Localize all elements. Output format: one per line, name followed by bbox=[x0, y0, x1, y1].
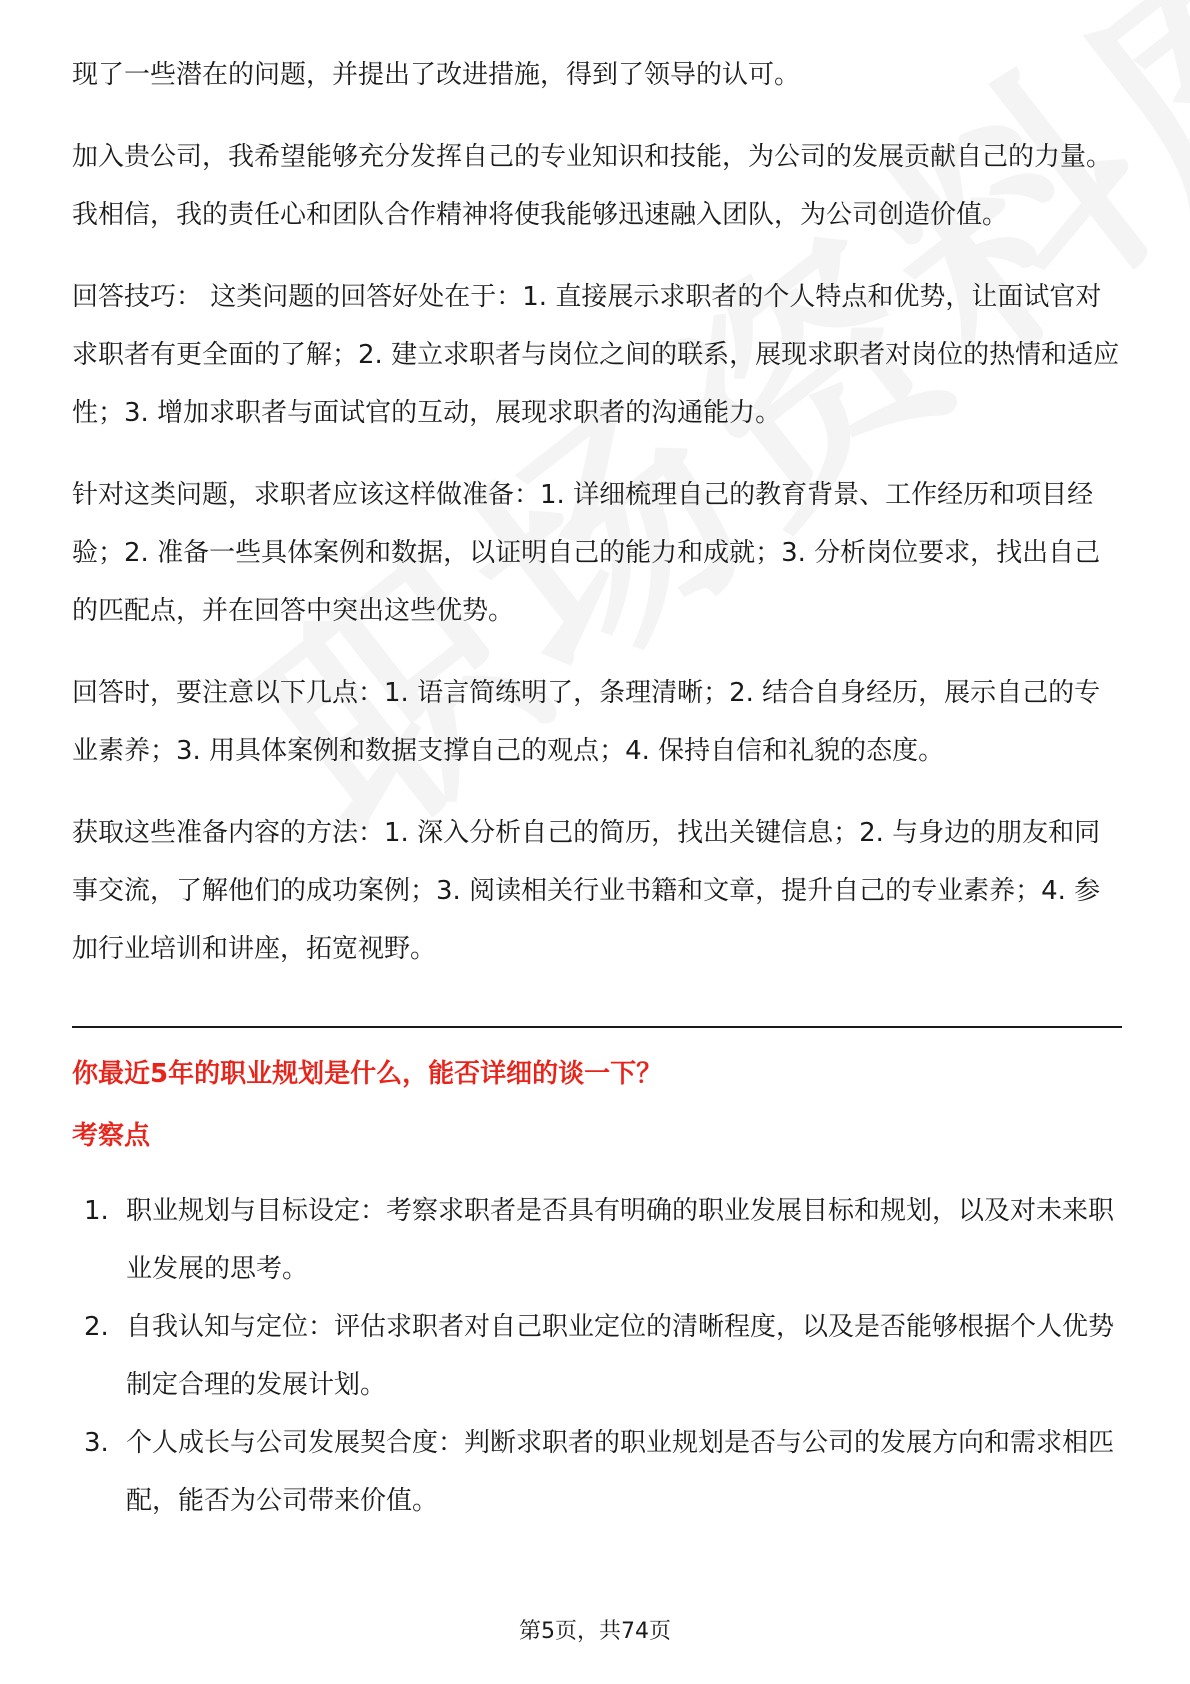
paragraph: 获取这些准备内容的方法：1. 深入分析自己的简历，找出关键信息；2. 与身边的朋友和同事交流，了解他们的成功案例；3. 阅读相关行业书籍和文章，提升自己的专业素养；4. 参加行业培训和讲座，拓宽视野。 bbox=[72, 818, 1101, 964]
page-number: 第5页，共74页 bbox=[519, 1619, 671, 1644]
paragraph: 现了一些潜在的问题，并提出了改进措施，得到了领导的认可。 bbox=[72, 60, 801, 90]
paragraph: 针对这类问题，求职者应该这样做准备：1. 详细梳理自己的教育背景、工作经历和项目经验；2. 准备一些具体案例和数据，以证明自己的能力和成就；3. 分析岗位要求，找出自己的匹配点，并在回答中突出这些优势。 bbox=[72, 480, 1101, 626]
assessment-points-list bbox=[72, 1182, 1122, 1530]
list-item bbox=[72, 1414, 1122, 1530]
paragraph: 回答时，要注意以下几点：1. 语言简练明了，条理清晰；2. 结合自身经历，展示自己的专业素养；3. 用具体案例和数据支撑自己的观点；4. 保持自信和礼貌的态度。 bbox=[72, 678, 1101, 766]
page-content bbox=[72, 46, 1122, 1530]
section-divider bbox=[72, 1026, 1122, 1028]
list-item bbox=[72, 1182, 1122, 1298]
paragraph: 加入贵公司，我希望能够充分发挥自己的专业知识和技能，为公司的发展贡献自己的力量。我相信，我的责任心和团队合作精神将使我能够迅速融入团队，为公司创造价值。 bbox=[72, 142, 1113, 230]
list-item-text: 自我认知与定位：评估求职者对自己职业定位的清晰程度，以及是否能够根据个人优势制定合理的发展计划。 bbox=[126, 1312, 1115, 1400]
list-item bbox=[72, 1298, 1122, 1414]
assessment-points-heading: 考察点 bbox=[72, 1121, 151, 1151]
list-item-text: 个人成长与公司发展契合度：判断求职者的职业规划是否与公司的发展方向和需求相匹配，能否为公司带来价值。 bbox=[126, 1428, 1115, 1516]
list-item-number: 1. bbox=[84, 1196, 109, 1226]
list-item-number: 2. bbox=[84, 1312, 109, 1342]
list-item-text: 职业规划与目标设定：考察求职者是否具有明确的职业发展目标和规划，以及对未来职业发展的思考。 bbox=[126, 1196, 1115, 1284]
paragraph: 回答技巧： 这类问题的回答好处在于：1. 直接展示求职者的个人特点和优势，让面试官对求职者有更全面的了解；2. 建立求职者与岗位之间的联系，展现求职者对岗位的热情和适应性；3. 增加求职者与面试官的互动，展现求职者的沟通能力。 bbox=[72, 282, 1120, 428]
question-heading: 你最近5年的职业规划是什么，能否详细的谈一下？ bbox=[72, 1059, 663, 1089]
list-item-number: 3. bbox=[84, 1428, 109, 1458]
